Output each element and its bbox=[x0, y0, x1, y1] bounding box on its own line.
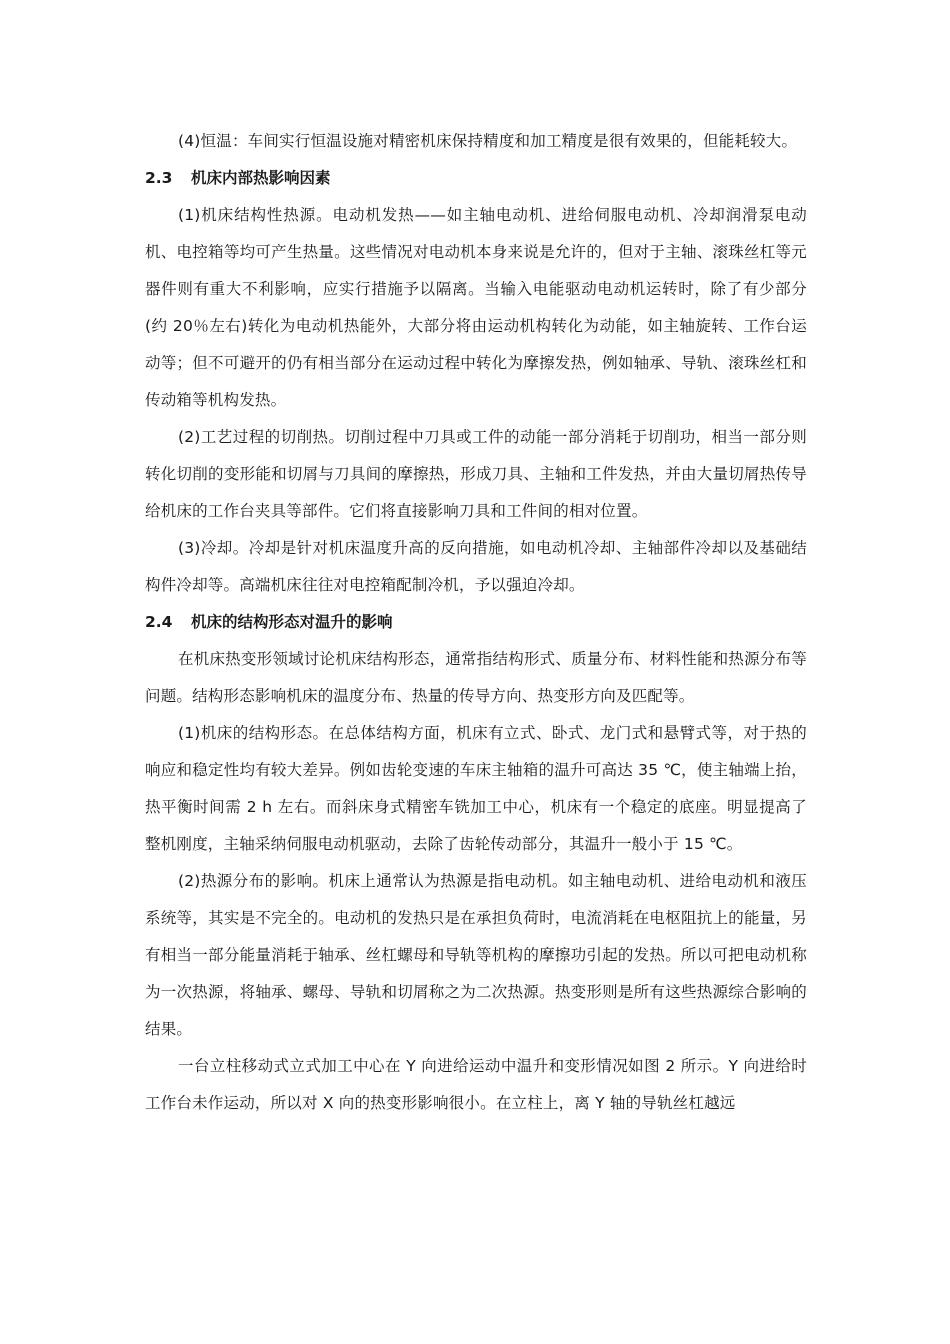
section-number: 2.4 bbox=[145, 613, 173, 631]
section-heading-2-3 bbox=[145, 160, 807, 197]
paragraph-structure-overview: 在机床热变形领域讨论机床结构形态，通常指结构形式、质量分布、材料性能和热源分布等问题。结构形态影响机床的温度分布、热量的传导方向、热变形方向及匹配等。 bbox=[145, 650, 807, 705]
section-number: 2.3 bbox=[145, 169, 173, 187]
document-body bbox=[145, 123, 807, 1122]
section-title: 机床的结构形态对温升的影响 bbox=[191, 613, 393, 631]
paragraph-cutting-heat: (2)工艺过程的切削热。切削过程中刀具或工件的动能一部分消耗于切削功，相当一部分则转化切削的变形能和切屑与刀具间的摩擦热，形成刀具、主轴和工件发热，并由大量切屑热传导给机床的工作台夹具等部件。它们将直接影响刀具和工件间的相对位置。 bbox=[145, 428, 807, 520]
paragraph-constant-temperature: (4)恒温：车间实行恒温设施对精密机床保持精度和加工精度是很有效果的，但能耗较大。 bbox=[178, 132, 798, 150]
paragraph-structural-form: (1)机床的结构形态。在总体结构方面，机床有立式、卧式、龙门式和悬臂式等，对于热的响应和稳定性均有较大差异。例如齿轮变速的车床主轴箱的温升可高达 35 ℃，使主轴端上抬，热平衡时间需 2 h 左右。而斜床身式精密车铣加工中心，机床有一个稳定的底座。明显提高了整机刚度，主轴采纳伺服电动机驱动，去除了齿轮传动部分，其温升一般小于 15 ℃。 bbox=[145, 724, 807, 853]
paragraph-heat-source-distribution: (2)热源分布的影响。机床上通常认为热源是指电动机。如主轴电动机、进给电动机和液压系统等，其实是不完全的。电动机的发热只是在承担负荷时，电流消耗在电枢阻抗上的能量，另有相当一部分能量消耗于轴承、丝杠螺母和导轨等机构的摩擦功引起的发热。所以可把电动机称为一次热源，将轴承、螺母、导轨和切屑称之为二次热源。热变形则是所有这些热源综合影响的结果。 bbox=[145, 872, 807, 1038]
paragraph-cooling: (3)冷却。冷却是针对机床温度升高的反向措施，如电动机冷却、主轴部件冷却以及基础结构件冷却等。高端机床往往对电控箱配制冷机，予以强迫冷却。 bbox=[145, 539, 807, 594]
paragraph-structural-heat-source: (1)机床结构性热源。电动机发热——如主轴电动机、进给伺服电动机、冷却润滑泵电动机、电控箱等均可产生热量。这些情况对电动机本身来说是允许的，但对于主轴、滚珠丝杠等元器件则有重大不利影响，应实行措施予以隔离。当输入电能驱动电动机运转时，除了有少部分(约 20％左右)转化为电动机热能外，大部分将由运动机构转化为动能，如主轴旋转、工作台运动等；但不可避开的仍有相当部分在运动过程中转化为摩擦发热，例如轴承、导轨、滚珠丝杠和传动箱等机构发热。 bbox=[145, 206, 807, 409]
section-heading-2-4 bbox=[145, 604, 807, 641]
section-title: 机床内部热影响因素 bbox=[191, 169, 331, 187]
paragraph-vertical-machining-center: 一台立柱移动式立式加工中心在 Y 向进给运动中温升和变形情况如图 2 所示。Y 向进给时工作台未作运动，所以对 X 向的热变形影响很小。在立柱上，离 Y 轴的导轨丝杠越远 bbox=[145, 1057, 807, 1112]
